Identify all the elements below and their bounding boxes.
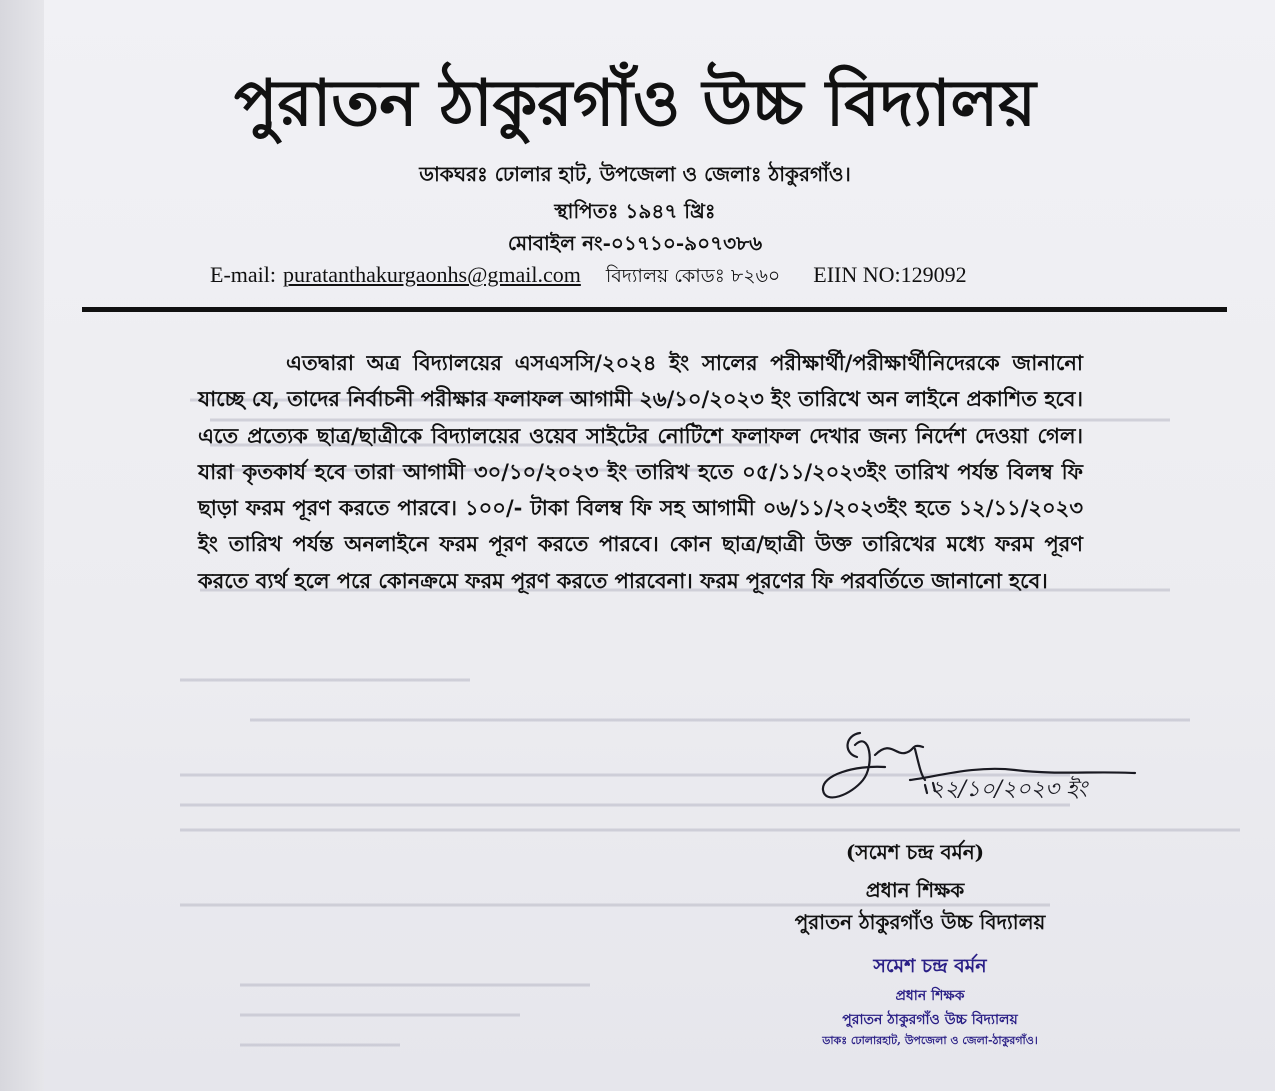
eiin-number: EIIN NO:129092: [813, 262, 967, 287]
official-seal: [800, 952, 1060, 1051]
signatory-name: (সমেশ চন্দ্র বর্মন): [845, 840, 985, 864]
email-link[interactable]: puratanthakurgaonhs@gmail.com: [282, 262, 581, 287]
mobile-number: মোবাইল নং-০১৭১০-৯০৭৩৮৬: [507, 231, 763, 255]
contact-line: [210, 262, 1090, 294]
signature-date: ২২/১০/২০২৩ ইং: [930, 777, 1088, 802]
seal-name: সমেশ চন্দ্র বর্মন: [873, 955, 987, 977]
signatory-institution: পুরাতন ঠাকুরগাঁও উচ্চ বিদ্যালয়: [794, 910, 1046, 934]
school-name-heading: পুরাতন ঠাকুরগাঁও উচ্চ বিদ্যালয়: [234, 66, 1036, 141]
header-divider: [82, 307, 1227, 312]
established-year: স্থাপিতঃ ১৯৪৭ খ্রিঃ: [554, 199, 716, 223]
notice-body: এতদ্বারা অত্র বিদ্যালয়ের এসএসসি/২০২৪ ইং সালের পরীক্ষার্থী/পরীক্ষার্থীনিদেরকে জানানো যাচ্ছে যে, তাদের নির্বাচনী পরীক্ষার ফলাফল আগামী ২৬/১০/২০২৩ ইং তারিখে অন লাইনে প্রকাশিত হবে। এতে প্রত্যেক ছাত্র/ছাত্রীকে বিদ্যালয়ের ওয়েব সাইটের নোটিশে ফলাফল দেখার জন্য নির্দেশ দেওয়া গেল। যারা কৃতকার্য হবে তারা আগামী ৩০/১০/২০২৩ ইং তারিখ হতে ০৫/১১/২০২৩ইং তারিখ পর্যন্ত বিলম্ব ফি ছাড়া ফরম পূরণ করতে পারবে। ১০০/- টাকা বিলম্ব ফি সহ আগামী ০৬/১১/২০২৩ইং হতে ১২/১১/২০২৩ ইং তারিখ পর্যন্ত অনলাইনে ফরম পূরণ করতে পারবে। কোন ছাত্র/ছাত্রী উক্ত তারিখের মধ্যে ফরম পূরণ করতে ব্যর্থ হলে পরে কোনক্রমে ফরম পূরণ করতে পারবেনা। ফরম পূরণের ফি পরবর্তিতে জানানো হবে।: [198, 350, 1083, 593]
signatory-designation: প্রধান শিক্ষক: [865, 878, 965, 902]
seal-institution: পুরাতন ঠাকুরগাঁও উচ্চ বিদ্যালয়: [842, 1012, 1018, 1028]
seal-designation: প্রধান শিক্ষক: [895, 988, 965, 1004]
email-label: E-mail:: [210, 262, 276, 287]
seal-address: ডাকঃ ঢোলারহাট, উপজেলা ও জেলা-ঠাকুরগাঁও।: [822, 1034, 1038, 1047]
scan-edge: [0, 0, 44, 1091]
postal-address: ডাকঘরঃ ঢোলার হাট, উপজেলা ও জেলাঃ ঠাকুরগাঁও।: [419, 162, 851, 186]
school-code: বিদ্যালয় কোডঃ ৮২৬০: [605, 265, 781, 287]
